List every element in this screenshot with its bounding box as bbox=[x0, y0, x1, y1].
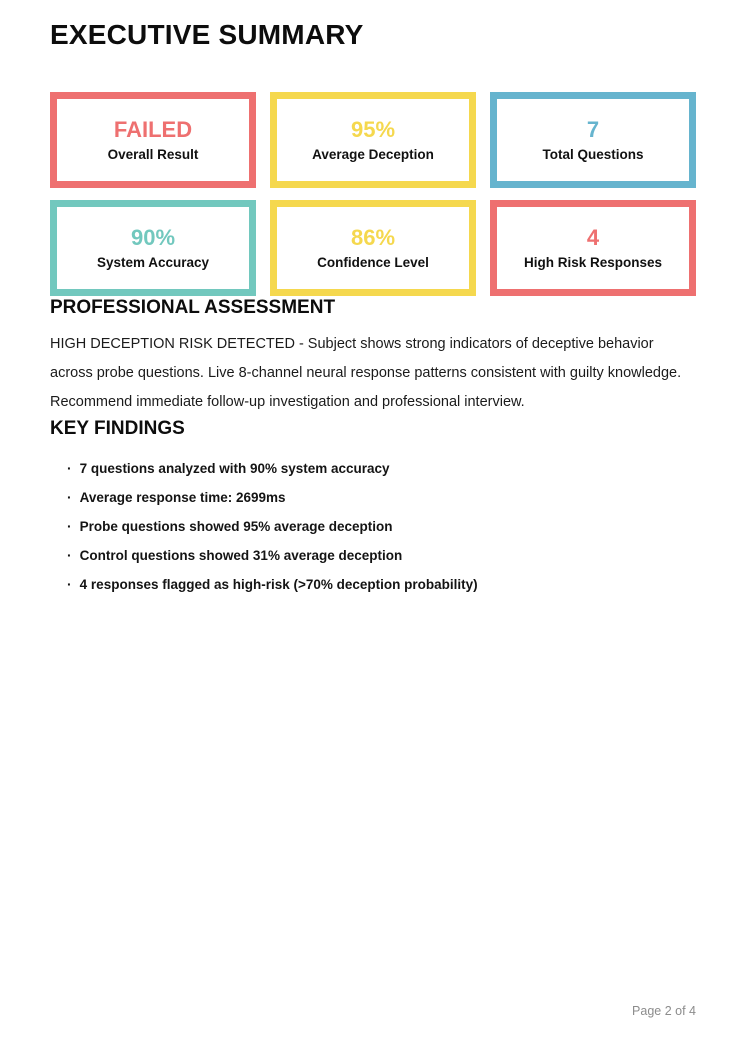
stat-cards-grid bbox=[50, 92, 696, 296]
bullet-dot: · bbox=[67, 518, 72, 534]
bullet-dot: · bbox=[67, 460, 72, 476]
stat-label: Overall Result bbox=[107, 146, 199, 162]
finding-text: 4 responses flagged as high-risk (>70% deception probability) bbox=[79, 577, 478, 592]
stat-label: Average Deception bbox=[312, 146, 434, 162]
page-number: Page 2 of 4 bbox=[632, 1004, 696, 1018]
stat-label: System Accuracy bbox=[96, 254, 210, 270]
stat-value: 7 bbox=[586, 116, 600, 142]
finding-text: 7 questions analyzed with 90% system accuracy bbox=[79, 461, 390, 476]
finding-text: Probe questions showed 95% average deception bbox=[79, 519, 393, 534]
stat-card-total-questions bbox=[490, 92, 696, 188]
stat-value: FAILED bbox=[113, 116, 193, 142]
section-heading-key-findings: KEY FINDINGS bbox=[50, 418, 185, 439]
section-heading-professional-assessment: PROFESSIONAL ASSESSMENT bbox=[50, 297, 336, 318]
stat-label: Confidence Level bbox=[317, 254, 429, 270]
bullet-dot: · bbox=[67, 576, 72, 592]
stat-value: 95% bbox=[350, 116, 396, 142]
bullet-dot: · bbox=[67, 547, 72, 563]
finding-item bbox=[67, 483, 696, 512]
assessment-body-text: HIGH DECEPTION RISK DETECTED - Subject shows strong indicators of deceptive behavior across probe questions. Live 8-channel neural response patterns consistent with guilty knowledge. Recommend immediate follow-up investigation and professional interview. bbox=[50, 336, 682, 410]
stat-label: Total Questions bbox=[542, 146, 644, 162]
key-findings-list bbox=[50, 454, 696, 599]
stat-card-average-deception bbox=[270, 92, 476, 188]
stat-card-high-risk-responses bbox=[490, 200, 696, 296]
stat-card-confidence-level bbox=[270, 200, 476, 296]
finding-text: Control questions showed 31% average deception bbox=[79, 548, 403, 563]
stat-label: High Risk Responses bbox=[523, 254, 663, 270]
stat-value: 90% bbox=[130, 224, 176, 250]
stat-value: 4 bbox=[586, 224, 600, 250]
finding-item bbox=[67, 570, 696, 599]
stat-card-system-accuracy bbox=[50, 200, 256, 296]
finding-item bbox=[67, 541, 696, 570]
stat-value: 86% bbox=[350, 224, 396, 250]
finding-item bbox=[67, 454, 696, 483]
finding-text: Average response time: 2699ms bbox=[79, 490, 286, 505]
page-title: EXECUTIVE SUMMARY bbox=[50, 19, 364, 50]
stat-card-overall-result bbox=[50, 92, 256, 188]
bullet-dot: · bbox=[67, 489, 72, 505]
finding-item bbox=[67, 512, 696, 541]
